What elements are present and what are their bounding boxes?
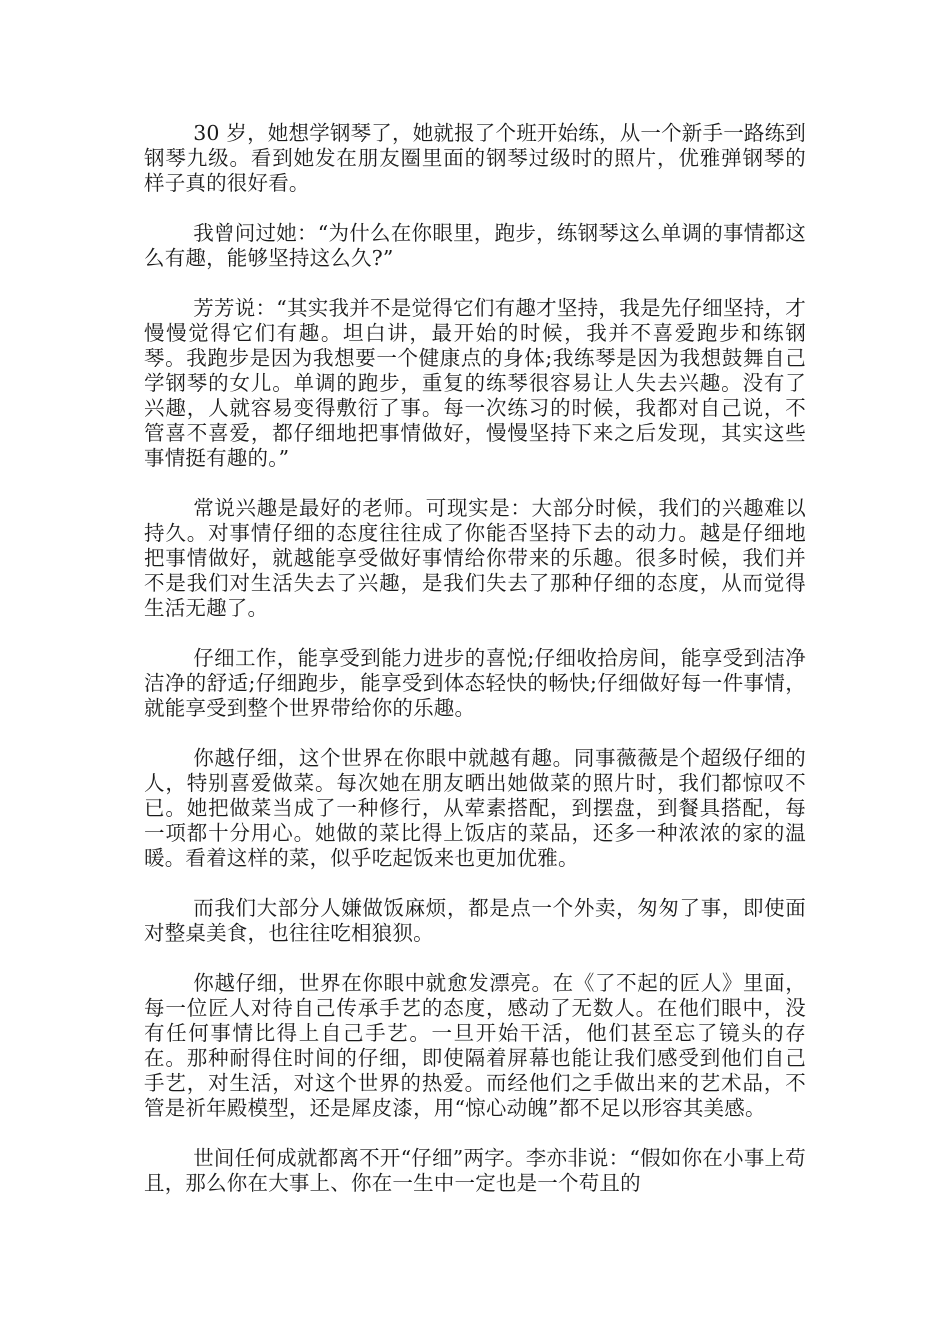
paragraph-3: 芳芳说：“其实我并不是觉得它们有趣才坚持，我是先仔细坚持，才慢慢觉得它们有趣。坦白讲，最开始的时候，我并不喜爱跑步和练钢琴。我跑步是因为我想要一个健康点的身体;我练琴是因为我想鼓舞自己学钢琴的女儿。单调的跑步，重复的练琴很容易让人失去兴趣。没有了兴趣，人就容易变得敷衍了事。每一次练习的时候，我都对自己说，不管喜不喜爱，都仔细地把事情做好，慢慢坚持下来之后发现，其实这些事情挺有趣的。” xyxy=(144,296,806,470)
paragraph-2: 我曾问过她：“为什么在你眼里，跑步，练钢琴这么单调的事情都这么有趣，能够坚持这么久?” xyxy=(144,221,806,270)
paragraph-5: 仔细工作，能享受到能力进步的喜悦;仔细收拾房间，能享受到洁净洁净的舒适;仔细跑步，能享受到体态轻快的畅快;仔细做好每一件事情，就能享受到整个世界带给你的乐趣。 xyxy=(144,646,806,720)
paragraph-9: 世间任何成就都离不开“仔细”两字。李亦非说：“假如你在小事上苟且，那么你在大事上、你在一生中一定也是一个苟且的 xyxy=(144,1146,806,1195)
paragraph-6: 你越仔细，这个世界在你眼中就越有趣。同事薇薇是个超级仔细的人，特别喜爱做菜。每次她在朋友晒出她做菜的照片时，我们都惊叹不已。她把做菜当成了一种修行，从荤素搭配，到摆盘，到餐具搭配，每一项都十分用心。她做的菜比得上饭店的菜品，还多一种浓浓的家的温暖。看着这样的菜，似乎吃起饭来也更加优雅。 xyxy=(144,746,806,870)
paragraph-8: 你越仔细，世界在你眼中就愈发漂亮。在《了不起的匠人》里面，每一位匠人对待自己传承手艺的态度，感动了无数人。在他们眼中，没有任何事情比得上自己手艺。一旦开始干活，他们甚至忘了镜头的存在。那种耐得住时间的仔细，即使隔着屏幕也能让我们感受到他们自己手艺，对生活，对这个世界的热爱。而经他们之手做出来的艺术品，不管是祈年殿模型，还是犀皮漆，用“惊心动魄”都不足以形容其美感。 xyxy=(144,971,806,1120)
document-body xyxy=(144,121,806,1196)
paragraph-1: 30 岁，她想学钢琴了，她就报了个班开始练，从一个新手一路练到钢琴九级。看到她发在朋友圈里面的钢琴过级时的照片，优雅弹钢琴的样子真的很好看。 xyxy=(144,121,806,195)
paragraph-4: 常说兴趣是最好的老师。可现实是：大部分时候，我们的兴趣难以持久。对事情仔细的态度往往成了你能否坚持下去的动力。越是仔细地把事情做好，就越能享受做好事情给你带来的乐趣。很多时候，我们并不是我们对生活失去了兴趣，是我们失去了那种仔细的态度，从而觉得生活无趣了。 xyxy=(144,496,806,620)
paragraph-7: 而我们大部分人嫌做饭麻烦，都是点一个外卖，匆匆了事，即使面对整桌美食，也往往吃相狼狈。 xyxy=(144,896,806,945)
